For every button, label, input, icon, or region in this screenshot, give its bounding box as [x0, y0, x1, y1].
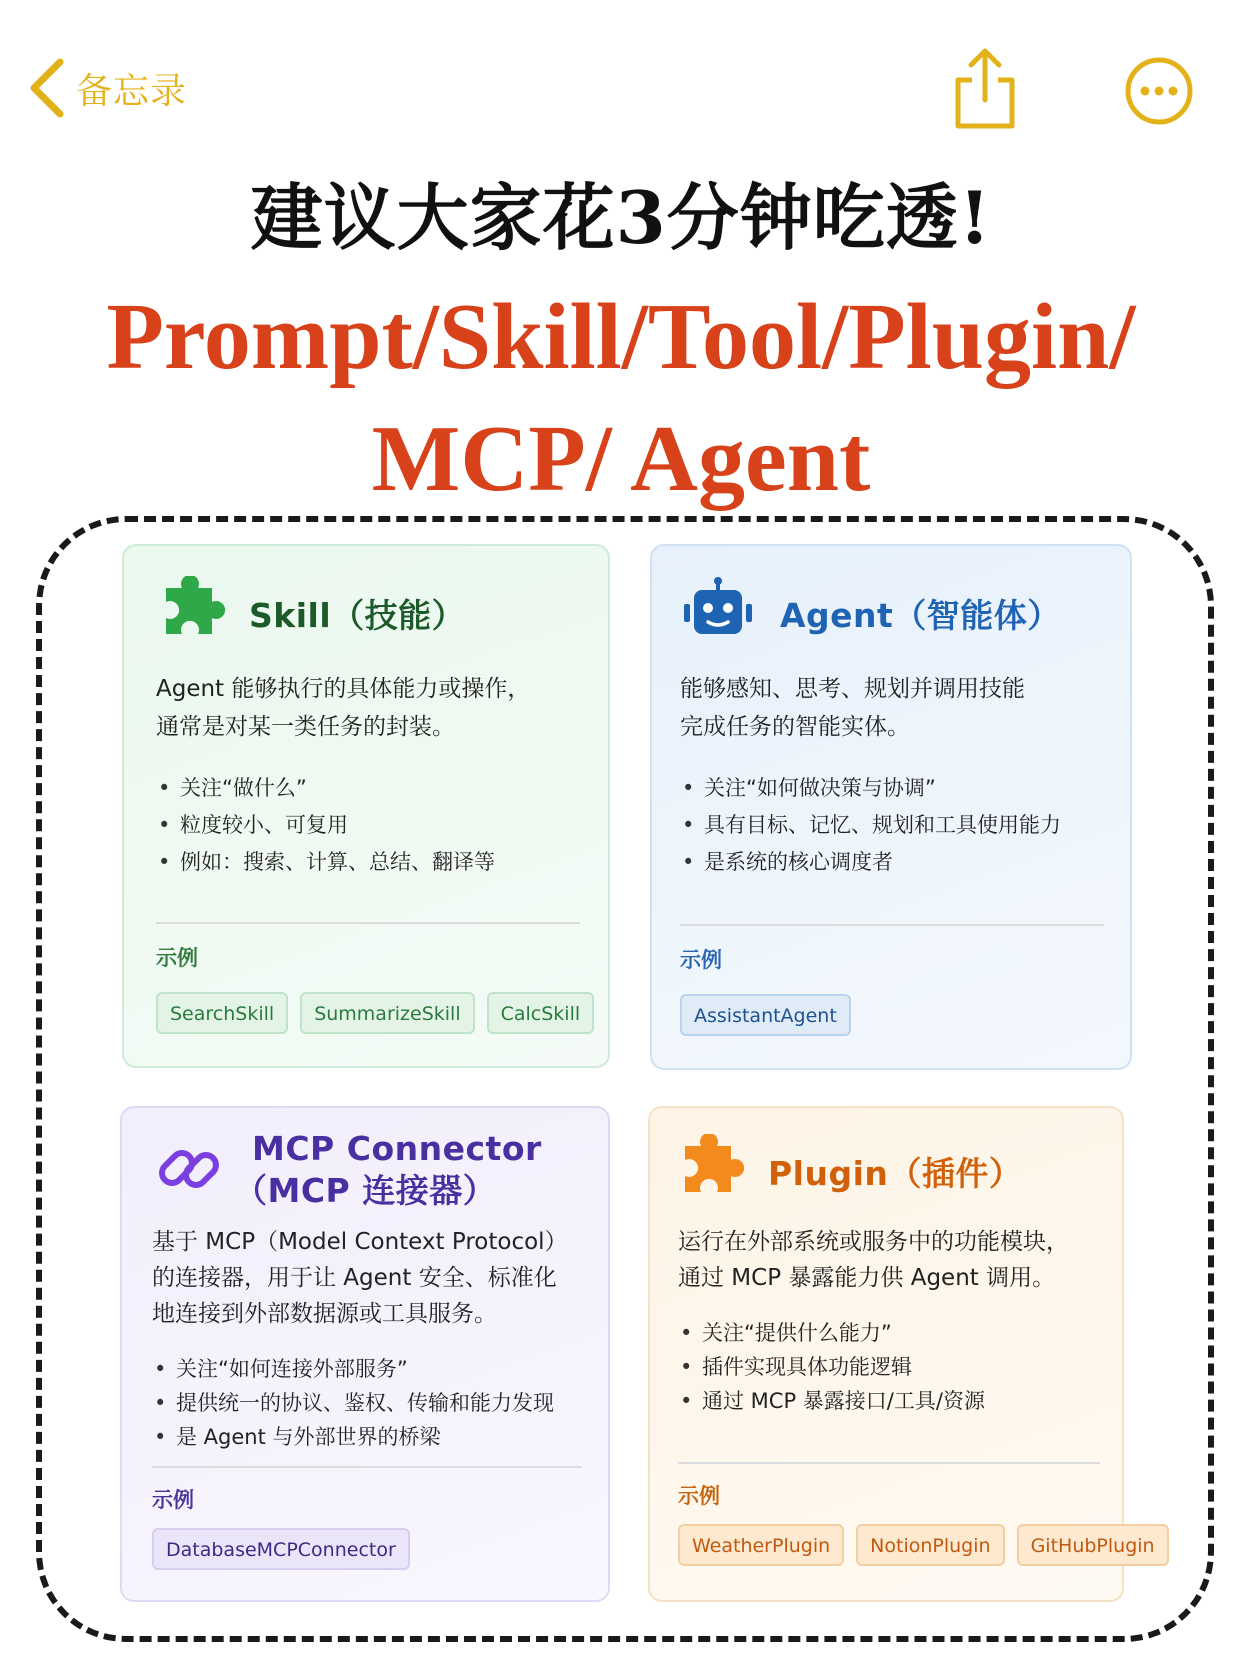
agent-description — [680, 670, 1025, 746]
list-item: • 关注“如何连接外部服务” — [152, 1352, 554, 1386]
agent-card — [650, 544, 1132, 1070]
agent-desc-line: 完成任务的智能实体。 — [680, 714, 910, 740]
chevron-left-icon — [26, 56, 70, 120]
divider — [678, 1462, 1100, 1464]
list-item: • 提供统一的协议、鉴权、传输和能力发现 — [152, 1386, 554, 1420]
divider — [152, 1466, 582, 1468]
mcp-desc-line: 的连接器，用于让 Agent 安全、标准化 — [152, 1265, 557, 1291]
tag[interactable]: CalcSkill — [487, 992, 595, 1034]
plugin-bullet-list — [678, 1316, 985, 1418]
mcp-title — [234, 1128, 542, 1212]
plugin-desc-line: 运行在外部系统或服务中的功能模块， — [678, 1229, 1069, 1255]
mcp-example-label: 示例 — [152, 1488, 194, 1512]
back-label: 备忘录 — [76, 70, 188, 112]
divider — [156, 922, 580, 924]
list-item: • 通过 MCP 暴露接口/工具/资源 — [678, 1384, 985, 1418]
nav-bar — [0, 0, 1242, 160]
divider — [680, 924, 1104, 926]
mcp-title-line1: MCP Connector — [252, 1129, 542, 1168]
skill-bullet-list — [156, 770, 495, 881]
list-item: • 是系统的核心调度者 — [680, 844, 1061, 881]
tag[interactable]: AssistantAgent — [680, 994, 851, 1036]
plugin-card — [648, 1106, 1155, 1602]
plugin-tags — [678, 1524, 1169, 1566]
robot-icon — [682, 576, 754, 646]
list-item: • 具有目标、记忆、规划和工具使用能力 — [680, 807, 1061, 844]
list-item: • 关注“做什么” — [156, 770, 495, 807]
tag[interactable]: SearchSkill — [156, 992, 288, 1034]
list-item: • 插件实现具体功能逻辑 — [678, 1350, 985, 1384]
skill-title: Skill（技能） — [249, 596, 466, 635]
puzzle-icon — [160, 576, 226, 642]
agent-desc-line: 能够感知、思考、规划并调用技能 — [680, 676, 1025, 702]
list-item: • 是 Agent 与外部世界的桥梁 — [152, 1420, 554, 1454]
agent-title: Agent（智能体） — [780, 596, 1061, 635]
tag[interactable]: GitHubPlugin — [1017, 1524, 1169, 1566]
agent-example-label: 示例 — [680, 948, 722, 972]
list-item: • 关注“提供什么能力” — [678, 1316, 985, 1350]
skill-description — [156, 670, 530, 746]
tag[interactable]: SummarizeSkill — [300, 992, 474, 1034]
share-icon[interactable] — [950, 46, 1020, 132]
plugin-example-label: 示例 — [678, 1484, 720, 1508]
mcp-desc-line: 基于 MCP（Model Context Protocol） — [152, 1229, 568, 1255]
back-button[interactable] — [26, 56, 187, 120]
puzzle-icon — [678, 1134, 746, 1200]
mcp-title-line2: （MCP 连接器） — [234, 1171, 497, 1210]
link-icon — [156, 1136, 222, 1202]
skill-desc-line: 通常是对某一类任务的封装。 — [156, 714, 455, 740]
mcp-desc-line: 地连接到外部数据源或工具服务。 — [152, 1301, 497, 1327]
more-options-icon[interactable] — [1124, 56, 1194, 126]
tag[interactable]: WeatherPlugin — [678, 1524, 844, 1566]
subtitle-line1: Prompt/Skill/Tool/Plugin/ — [106, 285, 1136, 389]
plugin-desc-line: 通过 MCP 暴露能力供 Agent 调用。 — [678, 1265, 1056, 1291]
mcp-description — [152, 1224, 568, 1332]
tag[interactable]: NotionPlugin — [856, 1524, 1004, 1566]
mcp-connector-card — [120, 1106, 610, 1602]
skill-desc-line: Agent 能够执行的具体能力或操作， — [156, 676, 531, 702]
skill-tags — [156, 992, 594, 1034]
tag[interactable]: DatabaseMCPConnector — [152, 1528, 410, 1570]
plugin-description — [678, 1224, 1069, 1296]
mcp-bullet-list — [152, 1352, 554, 1454]
skill-example-label: 示例 — [156, 946, 198, 970]
subtitle-line2: MCP/ Agent — [371, 407, 871, 511]
skill-card — [122, 544, 610, 1068]
mcp-tags — [152, 1528, 410, 1570]
agent-tags — [680, 994, 851, 1036]
list-item: • 粒度较小、可复用 — [156, 807, 495, 844]
plugin-title: Plugin（插件） — [768, 1154, 1023, 1193]
list-item: • 关注“如何做决策与协调” — [680, 770, 1061, 807]
list-item: • 例如：搜索、计算、总结、翻译等 — [156, 844, 495, 881]
agent-bullet-list — [680, 770, 1061, 881]
page-title: 建议大家花3分钟吃透! — [250, 175, 992, 260]
